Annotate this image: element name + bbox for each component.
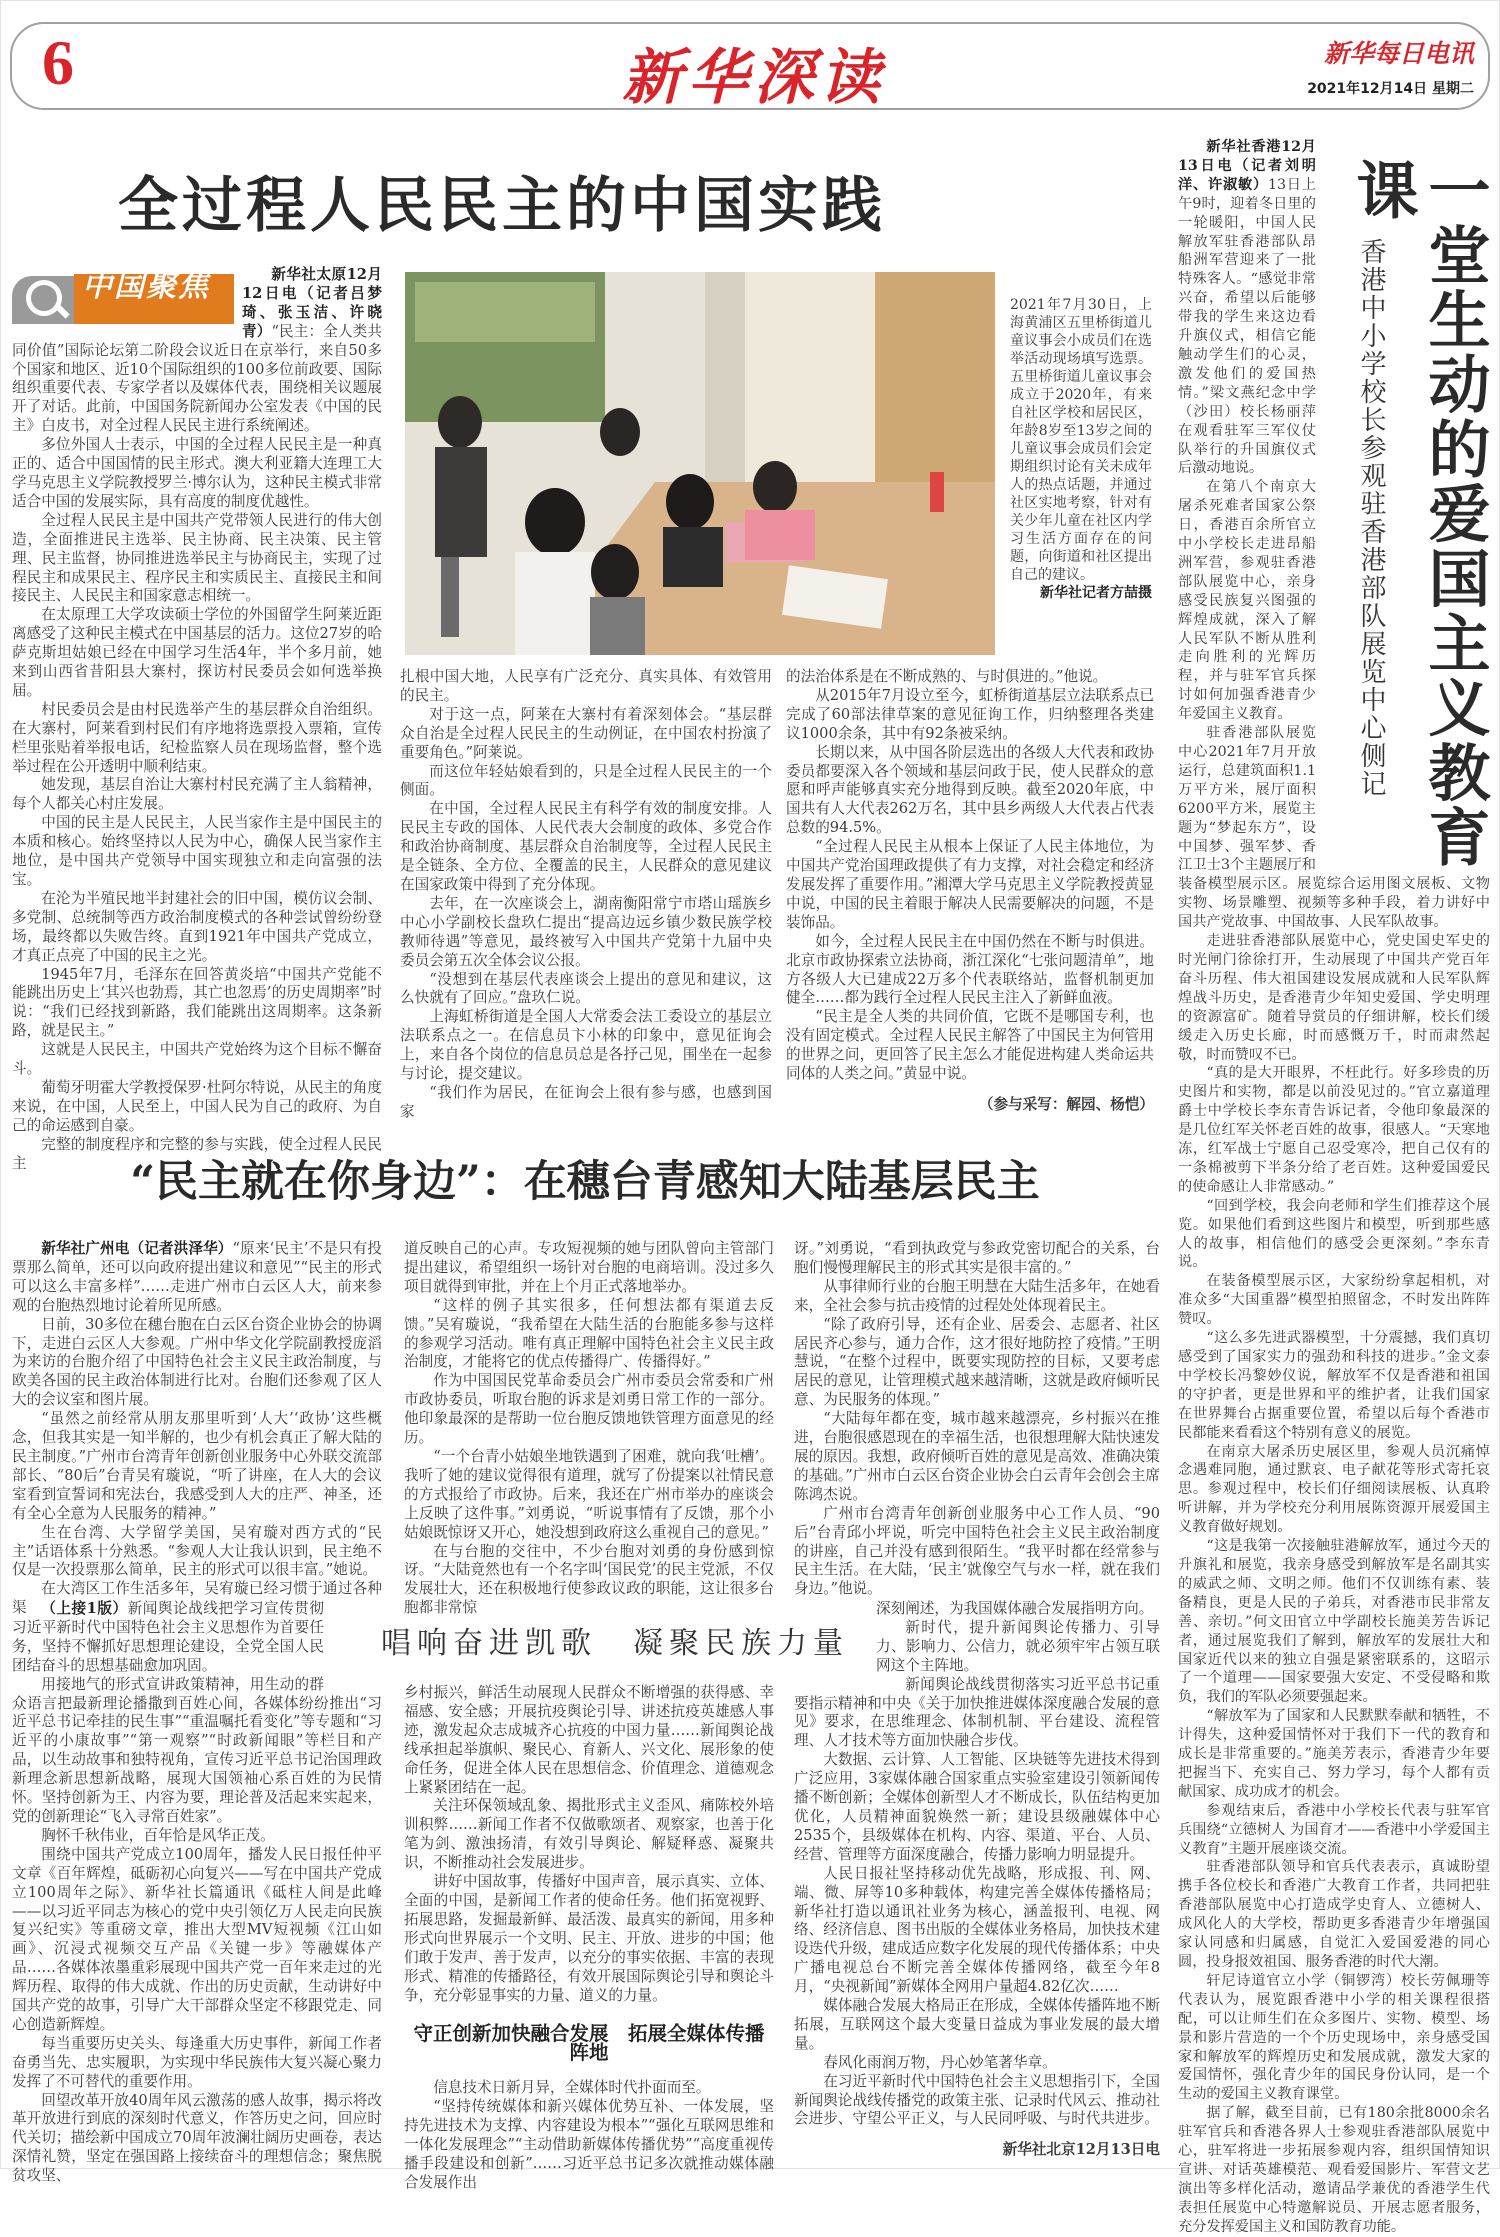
paragraph: 在习近平新时代中国特色社会主义思想指引下，全国新闻舆论战线传播党的政策主张、记录时代风云、推动社会进步、守望公平正义，与人民同呼吸、与时代共进步。: [794, 2072, 1160, 2128]
issue-date: 2021年12月14日 星期二: [1307, 81, 1474, 97]
china-focus-badge: [12, 270, 234, 326]
taiwan-column-2: [404, 1240, 774, 1618]
paragraph: “全过程人民民主从根本上保证了人民主体地位，为中国共产党治国理政提供了有力支撑，对社会稳定和经济发展发挥了重要作用。”湘潭大学马克思主义学院教授黄显中说，中国的民主着眼于解决人民需要解决的问题，不是装饰品。: [786, 838, 1154, 931]
contributors-credit: （参与采写：解园、杨恺）: [978, 1095, 1154, 1113]
media-col2-text: [404, 1684, 774, 2005]
paragraph: 中国的民主是人民民主，人民当家作主是中国民主的本质和核心。始终坚持以人民为中心，确保人民当家作主地位，是中国共产党领导中国实现独立和走向富强的法宝。: [12, 814, 382, 888]
paragraph-text: 13日上午9时，迎着冬日里的一轮暖阳，中国人民解放军驻香港部队昂船洲军营迎来了一批特殊客人。“感觉非常兴奋，希望以后能够带我的学生来这边看升旗仪式，相信它能触动学生们的心灵，激发他们的爱国热情。”梁文燕纪念中学（沙田）校长杨丽萍在观看驻军三军仪仗队举行的升国旗仪式后激动地说。: [1178, 176, 1316, 477]
lead-headline: 全过程人民民主的中国实践: [118, 171, 886, 241]
paragraph: 上海虹桥街道是全国人大常委会法工委设立的基层立法联系点之一。在信息员卞小林的印象中，意见征询会上，来自各个岗位的信息员总是各抒己见，围坐在一起参与讨论，提交建议。: [400, 1008, 772, 1083]
paragraph: 参观结束后，香港中小学校长代表与驻军官兵围绕“立德树人 为国育才——香港中小学爱国主义教育”主题开展座谈交流。: [1178, 1802, 1490, 1857]
news-photo: [405, 272, 995, 655]
taiwan-column-3: [794, 1240, 1160, 1599]
hk-headline: 一堂生动的爱国主义教育课: [1346, 158, 1491, 866]
paragraph: 完整的制度程序和完整的参与实践，使全过程人民民主: [12, 1135, 382, 1172]
paragraph: 胸怀千秋伟业，百年恰是风华正茂。: [41, 1826, 275, 1844]
paragraph: 作为中国国民党革命委员会广州市委员会常委和广州市政协委员，听取台胞的诉求是刘勇日常工作的一部分。他印象最深的是帮助一位台胞反馈地铁管理方面意见的经历。: [404, 1372, 774, 1447]
paragraph: “没想到在基层代表座谈会上提出的意见和建议，这么快就有了回应。”盘玖仁说。: [400, 970, 772, 1007]
paragraph-text: “原来‘民主’不是只有投票那么简单，还可以向政府提出建议和意见”“民主的形式可以这么丰富多样”……走进广州市白云区人大，前来参观的台胞热烈地讨论着所见所感。: [12, 1240, 382, 1314]
paragraph: 长期以来，从中国各阶层选出的各级人大代表和政协委员都要深入各个领域和基层问政于民，使人民群众的意愿和呼声能够真实充分地得到反映。截至2020年底，中国共有人大代表262万名，其中县乡两级人大代表占代表总数的94.5%。: [786, 743, 1154, 837]
paragraph: 去年，在一次座谈会上，湖南衡阳常宁市塔山瑶族乡中心小学副校长盘玖仁提出“提高边远乡镇少数民族学校教师待遇”等意见，最终被写入中国共产党第十九届中央委员会第五次全体会议公报。: [400, 894, 772, 969]
paragraph: 人民日报社坚持移动优先战略，形成报、刊、网、端、微、屏等10多种载体，构建完善全媒体传播格局；新华社打造以通讯社业务为核心，涵盖报刊、电视、网络、经济信息、图书出版的全媒体业务格局，加快技术建设迭代升级，建成适应数字化发展的现代传播体系；中央广播电视总台不断完善全媒体传播网络，截至今年8月，“央视新闻”新媒体全网用户量超4.82亿次……: [794, 1864, 1160, 1996]
paragraph: 据了解，截至目前，已有180余批8000余名驻军官兵和香港各界人士参观驻香港部队展览中心，驻军将进一步拓展参观内容，组织国情知识宣讲、对话英雄模范、观看爱国影片、军营文艺演出等多样化活动，邀请品学兼优的香港学生代表担任展览中心特邀解说员、开展志愿者服务，充分发挥爱国主义和国防教育功能。: [1178, 2105, 1490, 2235]
paragraph: “真的是大开眼界，不枉此行。好多珍贵的历史图片和实物，都是以前没见过的。”官立嘉道理爵士中学校长李东青告诉记者，令他印象最深的是几位红军关怀老百姓的故事，很感人。“天寒地冻，红军战士宁愿自己忍受寒冷，把自己仅有的一条棉被剪下半条分给了老百姓。这种爱国爱民的使命感让人非常感动。”: [1178, 1065, 1490, 1195]
paragraph: 从2015年7月设立至今，虹桥街道基层立法联系点已完成了60部法律草案的意见征询工作，归纳整理各类建议1000余条，其中有92条被采纳。: [786, 686, 1154, 742]
lead-column-1: [12, 266, 382, 1174]
dateline-byline: 新华社香港12月13日电（记者刘明洋、许淑敏）: [1178, 139, 1316, 193]
paragraph: 走进驻香港部队展览中心，党史国史军史的时光闸门徐徐打开，生动展现了中国共产党百年奋斗历程、伟大祖国建设发展成就和人民军队辉煌战斗历史，是香港青少年知史爱国、学史明理的资源富矿。随着导赏员的仔细讲解，校长们缓缓走入历史长廊，时而感慨万千，时而肃然起敬，时而赞叹不已。: [1178, 933, 1490, 1063]
taiwan-column-1: [12, 1240, 382, 1618]
lead-col3-text: [786, 668, 1154, 1084]
hk-title-block: [1322, 138, 1490, 866]
paragraph: 葡萄牙明霍大学教授保罗·杜阿尔特说，从民主的角度来说，在中国，人民至上，中国人民为自己的政府、为自己的命运感到自豪。: [12, 1078, 382, 1134]
paragraph: “大陆每年都在变，城市越来越漂亮，乡村振兴在推进，台胞很感恩现在的幸福生活，也很想理解大陆快速发展的原因。我想，政府倾听百姓的意见是高效、准确决策的基础。”广州市白云区台资企业协会白云青年会创会主席陈鸿杰说。: [794, 1410, 1160, 1503]
media-subheading: 守正创新加快融合发展 拓展全媒体传播阵地: [413, 2022, 765, 2065]
paragraph: 从事律师行业的台胞王明慧在大陆生活多年，在她看来，全社会参与抗击疫情的过程处处体现着民主。: [794, 1277, 1160, 1314]
paragraph: 乡村振兴，鲜活生动展现人民群众不断增强的获得感、幸福感、安全感；开展抗疫舆论引导、讲述抗疫英雄感人事迹，激发起众志成城齐心抗疫的中国力量……新闻舆论战线承担起举旗帜、聚民心、育新人、兴文化、展形象的使命任务，促进全体人民在思想信念、价值理念、道德观念上紧紧团结在一起。: [404, 1684, 774, 1796]
paragraph: 在大湾区工作生活多年，吴宥璇已经习惯于通过各种渠: [12, 1580, 382, 1617]
lead-col1-text: [12, 266, 382, 1174]
taiwan-col2-text: [404, 1240, 774, 1618]
photo-caption-text: 2021年7月30日，上海黄浦区五里桥街道儿童议事会小成员们在选举活动现场填写选票。五里桥街道儿童议事会成立于2020年，有来自社区学校和居民区，年龄8岁至13岁之间的儿童议事会成员们会定期组织讨论有关未成年人的热点话题，并通过社区实地考察，针对有关少年儿童在社区内学习生活方面存在的问题，向街道和社区提出自己的建议。: [1010, 297, 1152, 583]
paragraph: 全过程人民民主是中国共产党带领人民进行的伟大创造，全面推进民主选举、民主协商、民主决策、民主管理、民主监督，协同推进选举民主与协商民主，实现了过程民主和成果民主、程序民主和实质民主、直接民主和间接民主、人民民主和国家意志相统一。: [12, 511, 382, 605]
taiwan-col1-text: [12, 1240, 382, 1618]
paragraph: 在中国，全过程人民民主有科学有效的制度安排。人民民主专政的国体、人民代表大会制度的政体、多党合作和政治协商制度、基层群众自治制度等，全过程人民民主是全链条、全方位、全覆盖的民主，人民群众的意见建议在国家政策中得到了充分体现。: [400, 800, 772, 893]
paragraph: 1945年7月，毛泽东在回答黄炎培“中国共产党能不能跳出历史上‘其兴也勃焉，其亡也忽焉’的历史周期率”时说：“我们已经找到新路，我们能跳出这周期率。这条新路，就是民主。”: [12, 965, 382, 1040]
paragraph: “坚持传统媒体和新兴媒体优势互补、一体发展，坚持先进技术为支撑、内容建设为根本”“强化互联网思维和一体化发展理念”“主动借助新媒体传播优势”“高度重视传播手段建设和创新”……习近平总书记多次就推动媒体融合发展作出: [404, 2098, 774, 2191]
paragraph: “解放军为了国家和人民默默奉献和牺牲，不计得失，这种爱国情怀对于我们下一代的教育和成长是非常重要的。”施美芳表示，香港青少年要把握当下、充实自己、努力学习，每个人都有贡献国家、成功成才的机会。: [1178, 1708, 1490, 1800]
paragraph-text: 新闻舆论战线把学习宣传贯彻习近平新时代中国特色社会主义思想作为首要任务，坚持不懈抓好思想理论建设，全党全国人民团结奋斗的思想基础愈加巩固。: [12, 1600, 324, 1674]
paragraph: 信息技术日新月异，全媒体时代扑面而至。: [433, 2079, 711, 2097]
paragraph: 广州市台湾青年创新创业服务中心工作人员、“90后”台青邱小坪说，听完中国特色社会主义民主政治制度的讲座，自己并没有感到很陌生。“我平时都在经常参与民主生活。在大陆，‘民主’就像空气与水一样，就在我们身边。”他说。: [794, 1504, 1160, 1598]
paragraph: 她发现，基层自治让大寨村村民充满了主人翁精神，每个人都关心村庄发展。: [12, 776, 382, 813]
paragraph: 深刻阐述，为我国媒体融合发展指明方向。: [876, 1600, 1154, 1617]
media-headline: 唱响奋进凯歌 凝聚民族力量: [381, 1626, 849, 1661]
paragraph: 关注环保领域乱象、揭批形式主义歪风、痛陈校外培训积弊……新闻工作者不仅做歌颂者、观察家，也善于化笔为剑、激浊扬清，有效引导舆论、解疑释惑、凝聚共识，不断推动社会发展进步。: [404, 1797, 774, 1872]
taiwan-headline: “民主就在你身边”：在穗台青感知大陆基层民主: [130, 1157, 1040, 1207]
paragraph: 在第八个南京大屠杀死难者国家公祭日，香港百余所官立中小学校长走进昂船洲军营，参观驻香港部队展览中心，亲身感受民族复兴图强的辉煌成就，深入了解人民军队不断从胜利走向胜利的光辉历程，并与驻军官兵探讨如何加强香港青少年爱国主义教育。: [1178, 479, 1316, 723]
paragraph: 对于这一点，阿莱在大寨村有着深刻体会。“基层群众自治是全过程人民民主的生动例证，在中国农村扮演了重要角色。”阿莱说。: [400, 705, 772, 761]
paragraph: 讲好中国故事，传播好中国声音，展示真实、立体、全面的中国，是新闻工作者的使命任务。他们拓宽视野、拓展思路，发掘最新鲜、最活泼、最真实的新闻，用多种形式向世界展示一个文明、民主、开放、进步的中国；他们敢于发声、善于发声，以充分的事实依据、丰富的表现形式、精准的传播路径，有效开展国际舆论引导和舆论斗争，充分彰显事实的力量、道义的力量。: [404, 1873, 774, 2004]
paragraph: 在与台胞的交往中，不少台胞对刘勇的身份感到惊讶。“大陆竟然也有一个名字叫‘国民党’的民主党派，不仅发展壮大，还在积极地行使参政议政的职能，这让很多台胞都非常惊: [404, 1542, 774, 1617]
paragraph: “民主是全人类的共同价值，它既不是哪国专利，也没有固定模式。全过程人民民主解答了中国民主为何管用的世界之问，更回答了民主怎么才能促进构建人类命运共同体的人类之问。”黄显中说。: [786, 1008, 1154, 1083]
paragraph: 在太原理工大学攻读硕士学位的外国留学生阿莱近距离感受了这种民主模式在中国基层的活力。这位27岁的哈萨克斯坦姑娘已经在中国学习生活4年，半个多月前，她来到山西省昔阳县大寨村，探访村民委员会如何选举换届。: [12, 606, 382, 699]
paragraph: “回到学校，我会向老师和学生们推荐这个展览。如果他们看到这些图片和模型，听到那些感人的故事，相信他们的感受会更深刻。”李东青说。: [1178, 1197, 1490, 1271]
media-column-2: [404, 1684, 774, 2193]
paragraph: 每当重要历史关头、每逢重大历史事件，新闻工作者奋勇当先、忠实履职，为实现中华民族伟大复兴凝心聚力发挥了不可替代的重要作用。: [12, 2034, 382, 2090]
media-col1-text: [12, 1600, 382, 2186]
paragraph: 日前，30多位在穗台胞在白云区台资企业协会的协调下，走进白云区人大参观。广州中华文化学院副教授庞滔为来访的台胞介绍了中国特色社会主义民主政治制度，与欧美各国的民主政治体制进行比对。台胞们还参观了区人大的会议室和图片展。: [12, 1315, 382, 1409]
paragraph: “虽然之前经常从朋友那里听到‘人大’‘政协’这些概念，但我其实是一知半解的，也少有机会真正了解大陆的民主制度。”广州市台湾青年创新创业服务中心外联交流部部长、“80后”台青吴宥璇说，“听了讲座，在人大的会议室看到宣誓词和宪法台，我感受到人大的庄严、神圣，还有全心全意为人民服务的精神。”: [12, 1410, 382, 1522]
paragraph: “一个台青小姑娘坐地铁遇到了困难，就向我‘吐槽’。我听了她的建议觉得很有道理，就写了份提案以社情民意的方式报给了市政协。后来，我还在广州市举办的座谈会上反映了这件事。”刘勇说，“听说事情有了反馈，那个小姑娘既惊讶又开心，她没想到政府这么重视自己的意见。”: [404, 1447, 774, 1541]
paragraph: 驻香港部队展览中心2021年7月开放运行，总建筑面积1.1万平方米，展厅面积6200平方米，展览主题为“梦起东方”，设中国梦、强军梦、香江卫士3个主题展厅和装备模型展示区。展览综合运用图文展板、文物实物、场景雕塑、视频等多种手段，着力讲好中国共产党故事、中国故事、人民军队故事。: [1178, 725, 1490, 931]
paragraph: 在南京大屠杀历史展区里，参观人员沉痛悼念遇难同胞，通过默哀、电子献花等形式寄托哀思。参观过程中，校长们仔细阅读展板、认真聆听讲解，并为学校充分利用展陈资源开展爱国主义教育做好规划。: [1178, 1443, 1490, 1536]
hk-subheadline: 香港中小学校长参观驻香港部队展览中心侧记: [1356, 238, 1386, 798]
paragraph: “这样的例子其实很多，任何想法都有渠道去反馈。”吴宥璇说，“我希望在大陆生活的台胞能多参与这样的参观学习活动。唯有真正理解中国特色社会主义民主政治制度，才能将它的优点传播得广、传播得好。”: [404, 1296, 774, 1371]
paragraph: 新时代，提升新闻舆论传播力、引导力、影响力、公信力，就必须牢牢占领互联网这个主阵地。: [876, 1618, 1160, 1674]
media-dateline: 新华社北京12月13日电: [1002, 2141, 1160, 2159]
newspaper-name: 新华每日电讯: [1323, 39, 1474, 68]
paragraph: “我们作为居民，在征询会上很有参与感，也感到国家: [400, 1083, 772, 1120]
paragraph: 的法治体系是在不断成熟的、与时俱进的。”他说。: [786, 668, 1108, 685]
masthead: [10, 22, 1490, 113]
dateline-byline: （上接1版）: [41, 1600, 128, 1617]
paragraph: 围绕中国共产党成立100周年，播发人民日报任仲平文章《百年辉煌，砥砺初心向复兴——写在中国共产党成立100周年之际》、新华社长篇通讯《砥柱人间是此峰——以习近平同志为核心的党中央引领亿万人民走向民族复兴纪实》等重磅文章，推出大型MV短视频《江山如画》、沉浸式视频交互产品《关键一步》等融媒体产品……各媒体浓墨重彩展现中国共产党一百年来走过的光辉历程、取得的伟大成就、作出的历史贡献，生动讲好中国共产党的故事，引导广大干部群众坚定不移跟党走、同心创造新辉煌。: [12, 1845, 382, 2033]
paragraph: 生在台湾、大学留学美国，吴宥璇对西方式的“民主”话语体系十分熟悉。“参观人大让我认识到，民主绝不仅是一次投票那么简单，民主的形式可以很丰富。”她说。: [12, 1523, 382, 1579]
paragraph: “除了政府引导，还有企业、居委会、志愿者、社区居民齐心参与，通力合作，这才很好地防控了疫情。”王明慧说，“在整个过程中，既要实现防控的目标，又要考虑居民的意见，让管理模式越来越清晰，这就是政府倾听民意、为民服务的体现。”: [794, 1315, 1160, 1409]
lead-col2-text: [400, 668, 772, 1122]
paragraph: 在装备模型展示区，大家纷纷拿起相机，对准众多“大国重器”模型拍照留念，不时发出阵阵赞叹。: [1178, 1273, 1490, 1328]
media-col3-text: [794, 1600, 1160, 2129]
paragraph: 道反映自己的心声。专攻短视频的她与团队曾向主管部门提出建议，希望组织一场针对台胞的电商培训。没过多久项目就得到审批，并在上个月正式落地举办。: [404, 1240, 774, 1295]
paragraph: 新闻舆论战线贯彻落实习近平总书记重要指示精神和中央《关于加快推进媒体深度融合发展的意见》要求，在思维理念、体制机制、平台建设、流程管理、人才技术等方面加快融合步伐。: [794, 1675, 1160, 1750]
section-title: 新华深读: [622, 43, 886, 113]
paragraph: 村民委员会是由村民选举产生的基层群众自治组织。在大寨村，阿莱看到村民们有序地将选票投入票箱，宣传栏里张贴着举报电话，纪检监察人员在现场监督，整个选举过程在公开透明中顺利结束。: [12, 700, 382, 775]
paragraph: “这么多先进武器模型，十分震撼，我们真切感受到了国家实力的强劲和科技的进步。”金文泰中学校长冯黎妙仪说，解放军不仅是香港和祖国的守护者，更是世界和平的维护者，让我们国家在世界舞台占据重要位置，希望以后每个香港市民都能来看看这个特别有意义的展览。: [1178, 1330, 1490, 1441]
dateline-byline: 新华社广州电（记者洪泽华）: [41, 1240, 233, 1257]
paragraph: 轩尼诗道官立小学（铜锣湾）校长劳佩珊等代表认为，展览跟香港中小学的相关课程很搭配，可以让师生们在众多图片、实物、模型、场景和影片营造的一个个历史现场中，亲身感受国家和解放军的辉煌历史和发展成就，激发大家的爱国情怀，强化青少年的国民身份认同，是一个生动的爱国主义教育课堂。: [1178, 1972, 1490, 2103]
paragraph-text: “民主：全人类共同价值”国际论坛第二阶段会议近日在京举行，来自50多个国家和地区、近10个国际组织的100多位前政要、国际组织重要代表、专家学者以及媒体代表，围绕相关议题展开了对话。此前，中国国务院新闻办公室发表《中国的民主》白皮书，对全过程人民民主进行系统阐述。: [12, 322, 382, 435]
media-column-1: [12, 1600, 382, 2186]
paragraph: 媒体融合发展大格局正在形成，全媒体传播阵地不断拓展，互联网这个最大变量日益成为事业发展的最大增量。: [794, 1997, 1160, 2052]
paragraph: 用接地气的形式宣讲政策精神，用生动的群众语言把最新理论播撒到百姓心间，各媒体纷纷推出“习近平总书记牵挂的民生事”“重温嘱托看变化”等专题和“习近平的小康故事”“第一观察”“时政新闻眼”等栏目和产品，以生动故事和独特视角，宣传习近平总书记治国理政新理念新思想新战略，展现大国领袖心系百姓的为民情怀。坚持创新为王、内容为要，理论普及活起来实起来，党的创新理论“飞入寻常百姓家”。: [12, 1675, 382, 1825]
paragraph: 而这位年轻姑娘看到的，只是全过程人民民主的一个侧面。: [400, 762, 772, 799]
paragraph: 驻香港部队领导和官兵代表表示，真诚盼望携手各位校长和香港广大教育工作者，共同把驻香港部队展览中心打造成学史育人、立德树人、成风化人的大学校，帮助更多香港青少年增强国家认同感和归属感，自觉汇入爱国爱港的同心圆，投身报效祖国、服务香港的时代大潮。: [1178, 1859, 1490, 1970]
photo-credit: 新华社记者方喆摄: [1040, 585, 1152, 601]
hk-article: [1178, 138, 1490, 2237]
page-number: 6: [42, 27, 74, 98]
lead-column-3: [786, 668, 1154, 1115]
paragraph: “这是我第一次接触驻港解放军，通过今天的升旗礼和展览，我亲身感受到解放军是名副其实的威武之师、文明之师。他们不仅训练有素、装备精良，更是人民的子弟兵，对香港市民非常友善、亲切。”何文田官立中学副校长施美芳告诉记者，通过展览我们了解到，解放军的发展壮大和国家近代以来的独立自强是紧密联系的，这昭示了一个道理——国家要强大安定、不受侵略和欺负，我们的军队必须要强起来。: [1178, 1538, 1490, 1706]
paragraph: [12, 1240, 382, 1316]
paragraph: 这就是人民民主，中国共产党始终为这个目标不懈奋斗。: [12, 1041, 382, 1078]
photo-caption: [1010, 296, 1152, 602]
paragraph: 如今，全过程人民民主在中国仍然在不断与时俱进。北京市政协探索立法协商，浙江深化“七张问题清单”，地方各级人大已建成22万多个代表联络站，监督机制更加健全……都为践行全过程人民民主注入了新鲜血液。: [786, 932, 1154, 1007]
lead-column-2: [400, 668, 772, 1122]
paragraph: 春风化雨润万物，丹心妙笔著华章。: [823, 2053, 1057, 2071]
paragraph: 讶。”刘勇说，“看到执政党与参政党密切配合的关系，台胞们慢慢理解民主的形式其实是很丰富的。”: [794, 1240, 1160, 1276]
paragraph: 大数据、云计算、人工智能、区块链等先进技术得到广泛应用，3家媒体融合国家重点实验室建设引领新闻传播不断创新；全媒体创新型人才不断成长，队伍结构更加优化，人员精神面貌焕然一新；建设县级融媒体中心2535个，县级媒体在机构、内容、渠道、平台、人员、经营、管理等方面深度融合，传播力影响力明显提升。: [794, 1751, 1160, 1863]
paragraph: 多位外国人士表示，中国的全过程人民民主是一种真正的、适合中国国情的民主形式。澳大利亚籍大连理工大学马克思主义学院教授罗兰·博尔认为，这种民主模式非常适合中国的发展实际，具有高度的制度优越性。: [12, 436, 382, 510]
media-col2b-text: [404, 2079, 774, 2192]
dateline-byline: 新华社太原12月12日电（记者吕梦琦、张玉洁、许晓青）: [242, 266, 382, 340]
paragraph: 回望改革开放40周年风云激荡的感人故事，揭示将改革开放进行到底的深刻时代意义，作答历史之问，回应时代关切；描绘新中国成立70周年波澜壮阔历史画卷，表达深情礼赞，坚定在强国路上接续奋斗的理想信念；聚焦脱贫攻坚、: [12, 2091, 382, 2185]
paragraph: 扎根中国大地，人民享有广泛充分、真实具体、有效管用的民主。: [400, 668, 772, 704]
badge-label: 中国聚焦: [82, 269, 210, 304]
children-voting-photo: [405, 272, 995, 655]
taiwan-col3-text: [794, 1240, 1160, 1599]
media-column-3: [794, 1600, 1160, 2160]
paragraph: 在沦为半殖民地半封建社会的旧中国，模仿议会制、多党制、总统制等西方政治制度模式的各种尝试曾纷纷登场，最终都以失败告终。直到1921年中国共产党成立，才真正点亮了中国的民主之光。: [12, 889, 382, 964]
